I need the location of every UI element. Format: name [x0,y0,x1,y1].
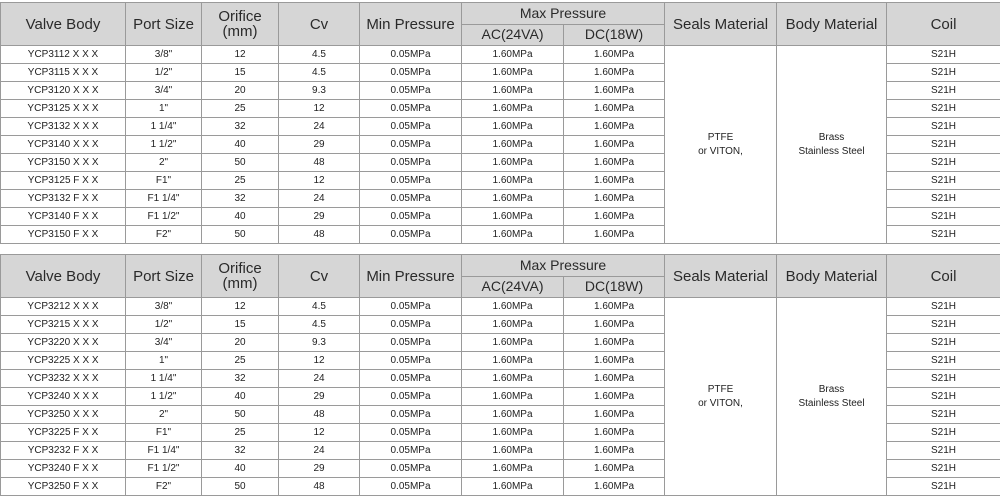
body-material-line2: Stainless Steel [798,145,865,157]
cell-seals-material [665,298,777,496]
cell-max-pressure-ac: 1.60MPa [462,406,564,424]
header-seals-material: Seals Material [665,255,777,298]
cell-orifice: 20 [202,82,279,100]
cell-min-pressure: 0.05MPa [360,406,462,424]
cell-max-pressure-ac: 1.60MPa [462,136,564,154]
cell-cv: 29 [279,460,360,478]
cell-max-pressure-ac: 1.60MPa [462,316,564,334]
cell-orifice: 12 [202,298,279,316]
cell-min-pressure: 0.05MPa [360,118,462,136]
seals-material-line2: or VITON, [698,397,743,409]
cell-min-pressure: 0.05MPa [360,154,462,172]
cell-cv: 48 [279,154,360,172]
cell-orifice: 32 [202,370,279,388]
cell-model: YCP3232 X X X [1,370,126,388]
cell-coil: S21H [887,478,1000,496]
cell-orifice: 32 [202,442,279,460]
cell-coil: S21H [887,316,1000,334]
cell-max-pressure-ac: 1.60MPa [462,226,564,244]
cell-min-pressure: 0.05MPa [360,424,462,442]
cell-model: YCP3140 F X X [1,208,126,226]
cell-port-size: F2" [126,478,202,496]
cell-min-pressure: 0.05MPa [360,334,462,352]
cell-model: YCP3125 X X X [1,100,126,118]
cell-min-pressure: 0.05MPa [360,298,462,316]
cell-cv: 48 [279,226,360,244]
cell-coil: S21H [887,226,1000,244]
header-orifice [202,3,279,46]
cell-model: YCP3232 F X X [1,442,126,460]
cell-model: YCP3125 F X X [1,172,126,190]
cell-min-pressure: 0.05MPa [360,478,462,496]
cell-max-pressure-ac: 1.60MPa [462,46,564,64]
cell-min-pressure: 0.05MPa [360,172,462,190]
header-valve-body: Valve Body [1,255,126,298]
cell-coil: S21H [887,82,1000,100]
cell-orifice: 40 [202,136,279,154]
header-max-pressure: Max Pressure [462,255,665,277]
cell-max-pressure-dc: 1.60MPa [564,388,665,406]
cell-coil: S21H [887,172,1000,190]
header-coil: Coil [887,255,1000,298]
cell-cv: 24 [279,442,360,460]
cell-port-size: F1 1/2" [126,460,202,478]
cell-max-pressure-ac: 1.60MPa [462,172,564,190]
table-row [1,46,1000,64]
header-seals-material: Seals Material [665,3,777,46]
cell-model: YCP3250 F X X [1,478,126,496]
cell-max-pressure-dc: 1.60MPa [564,226,665,244]
cell-min-pressure: 0.05MPa [360,316,462,334]
cell-coil: S21H [887,190,1000,208]
cell-max-pressure-dc: 1.60MPa [564,208,665,226]
spec-table-2 [0,254,1000,496]
cell-max-pressure-dc: 1.60MPa [564,46,665,64]
cell-model: YCP3132 X X X [1,118,126,136]
cell-port-size: 1" [126,352,202,370]
cell-max-pressure-dc: 1.60MPa [564,82,665,100]
cell-coil: S21H [887,64,1000,82]
cell-coil: S21H [887,424,1000,442]
cell-port-size: 1/2" [126,64,202,82]
cell-min-pressure: 0.05MPa [360,64,462,82]
cell-max-pressure-dc: 1.60MPa [564,460,665,478]
table-row [1,298,1000,316]
cell-max-pressure-ac: 1.60MPa [462,460,564,478]
header-orifice [202,255,279,298]
body-material-line2: Stainless Steel [798,397,865,409]
header-ac: AC(24VA) [462,276,564,298]
cell-orifice: 25 [202,424,279,442]
cell-max-pressure-ac: 1.60MPa [462,370,564,388]
cell-max-pressure-ac: 1.60MPa [462,334,564,352]
cell-port-size: 1 1/2" [126,388,202,406]
cell-model: YCP3132 F X X [1,190,126,208]
cell-port-size: F1" [126,424,202,442]
cell-port-size: 3/8" [126,46,202,64]
cell-model: YCP3150 X X X [1,154,126,172]
header-orifice-label: Orifice [218,8,262,25]
spec-table-1 [0,2,1000,244]
cell-port-size: 1" [126,100,202,118]
cell-max-pressure-dc: 1.60MPa [564,478,665,496]
cell-max-pressure-ac: 1.60MPa [462,82,564,100]
cell-max-pressure-ac: 1.60MPa [462,478,564,496]
cell-coil: S21H [887,388,1000,406]
cell-min-pressure: 0.05MPa [360,190,462,208]
cell-cv: 4.5 [279,316,360,334]
header-orifice-unit: (mm) [222,275,258,292]
cell-model: YCP3220 X X X [1,334,126,352]
cell-coil: S21H [887,136,1000,154]
cell-model: YCP3240 X X X [1,388,126,406]
cell-max-pressure-ac: 1.60MPa [462,154,564,172]
cell-body-material [777,298,887,496]
cell-port-size: 2" [126,154,202,172]
cell-min-pressure: 0.05MPa [360,460,462,478]
cell-port-size: 3/4" [126,334,202,352]
cell-port-size: 1 1/2" [126,136,202,154]
cell-max-pressure-ac: 1.60MPa [462,208,564,226]
cell-cv: 24 [279,370,360,388]
cell-cv: 4.5 [279,64,360,82]
cell-max-pressure-ac: 1.60MPa [462,298,564,316]
cell-cv: 4.5 [279,298,360,316]
cell-coil: S21H [887,460,1000,478]
cell-max-pressure-dc: 1.60MPa [564,406,665,424]
cell-port-size: F1" [126,172,202,190]
cell-orifice: 40 [202,208,279,226]
cell-cv: 12 [279,352,360,370]
cell-port-size: F2" [126,226,202,244]
cell-coil: S21H [887,154,1000,172]
cell-orifice: 20 [202,334,279,352]
cell-model: YCP3115 X X X [1,64,126,82]
cell-max-pressure-dc: 1.60MPa [564,352,665,370]
cell-orifice: 25 [202,352,279,370]
spec-table-grid [0,2,1000,244]
cell-max-pressure-dc: 1.60MPa [564,190,665,208]
cell-cv: 29 [279,208,360,226]
cell-cv: 9.3 [279,82,360,100]
header-valve-body: Valve Body [1,3,126,46]
cell-model: YCP3140 X X X [1,136,126,154]
cell-max-pressure-ac: 1.60MPa [462,190,564,208]
cell-max-pressure-dc: 1.60MPa [564,316,665,334]
cell-model: YCP3225 X X X [1,352,126,370]
cell-model: YCP3240 F X X [1,460,126,478]
header-port-size: Port Size [126,3,202,46]
cell-cv: 12 [279,172,360,190]
cell-max-pressure-dc: 1.60MPa [564,100,665,118]
cell-max-pressure-dc: 1.60MPa [564,370,665,388]
cell-coil: S21H [887,100,1000,118]
cell-model: YCP3250 X X X [1,406,126,424]
cell-port-size: F1 1/2" [126,208,202,226]
header-cv: Cv [279,255,360,298]
header-orifice-unit: (mm) [222,23,258,40]
cell-model: YCP3212 X X X [1,298,126,316]
seals-material-line2: or VITON, [698,145,743,157]
cell-max-pressure-ac: 1.60MPa [462,64,564,82]
cell-max-pressure-ac: 1.60MPa [462,424,564,442]
cell-min-pressure: 0.05MPa [360,46,462,64]
header-body-material: Body Material [777,3,887,46]
cell-max-pressure-dc: 1.60MPa [564,64,665,82]
header-dc: DC(18W) [564,24,665,46]
cell-max-pressure-dc: 1.60MPa [564,298,665,316]
cell-model: YCP3112 X X X [1,46,126,64]
cell-max-pressure-dc: 1.60MPa [564,118,665,136]
cell-max-pressure-dc: 1.60MPa [564,136,665,154]
cell-port-size: F1 1/4" [126,190,202,208]
cell-cv: 12 [279,424,360,442]
cell-model: YCP3150 F X X [1,226,126,244]
header-orifice-label: Orifice [218,260,262,277]
cell-max-pressure-ac: 1.60MPa [462,388,564,406]
cell-orifice: 50 [202,154,279,172]
header-dc: DC(18W) [564,276,665,298]
cell-max-pressure-ac: 1.60MPa [462,442,564,460]
cell-min-pressure: 0.05MPa [360,100,462,118]
cell-cv: 24 [279,190,360,208]
header-cv: Cv [279,3,360,46]
cell-orifice: 32 [202,118,279,136]
cell-orifice: 40 [202,388,279,406]
cell-cv: 4.5 [279,46,360,64]
seals-material-line1: PTFE [707,383,734,395]
cell-min-pressure: 0.05MPa [360,208,462,226]
header-body-material: Body Material [777,255,887,298]
cell-max-pressure-dc: 1.60MPa [564,172,665,190]
cell-max-pressure-ac: 1.60MPa [462,352,564,370]
cell-orifice: 50 [202,226,279,244]
header-min-pressure: Min Pressure [360,3,462,46]
cell-body-material [777,46,887,244]
cell-coil: S21H [887,46,1000,64]
spec-table-grid [0,254,1000,496]
header-port-size: Port Size [126,255,202,298]
cell-model: YCP3215 X X X [1,316,126,334]
cell-orifice: 50 [202,478,279,496]
cell-orifice: 32 [202,190,279,208]
cell-min-pressure: 0.05MPa [360,388,462,406]
cell-port-size: 3/8" [126,298,202,316]
cell-min-pressure: 0.05MPa [360,352,462,370]
cell-coil: S21H [887,352,1000,370]
header-max-pressure: Max Pressure [462,3,665,25]
cell-coil: S21H [887,334,1000,352]
cell-port-size: 1 1/4" [126,118,202,136]
cell-orifice: 25 [202,172,279,190]
cell-orifice: 40 [202,460,279,478]
cell-model: YCP3120 X X X [1,82,126,100]
cell-coil: S21H [887,406,1000,424]
cell-orifice: 12 [202,46,279,64]
cell-min-pressure: 0.05MPa [360,226,462,244]
cell-coil: S21H [887,208,1000,226]
cell-cv: 12 [279,100,360,118]
cell-orifice: 25 [202,100,279,118]
header-min-pressure: Min Pressure [360,255,462,298]
cell-port-size: F1 1/4" [126,442,202,460]
cell-seals-material [665,46,777,244]
cell-max-pressure-dc: 1.60MPa [564,424,665,442]
cell-orifice: 15 [202,316,279,334]
body-material-line1: Brass [818,131,845,143]
seals-material-line1: PTFE [707,131,734,143]
cell-port-size: 2" [126,406,202,424]
cell-coil: S21H [887,370,1000,388]
header-ac: AC(24VA) [462,24,564,46]
cell-coil: S21H [887,442,1000,460]
cell-port-size: 1 1/4" [126,370,202,388]
cell-cv: 24 [279,118,360,136]
cell-cv: 48 [279,406,360,424]
cell-max-pressure-dc: 1.60MPa [564,442,665,460]
cell-cv: 48 [279,478,360,496]
cell-cv: 9.3 [279,334,360,352]
cell-min-pressure: 0.05MPa [360,370,462,388]
body-material-line1: Brass [818,383,845,395]
header-coil: Coil [887,3,1000,46]
cell-orifice: 15 [202,64,279,82]
cell-min-pressure: 0.05MPa [360,82,462,100]
cell-model: YCP3225 F X X [1,424,126,442]
cell-cv: 29 [279,388,360,406]
cell-cv: 29 [279,136,360,154]
cell-port-size: 3/4" [126,82,202,100]
cell-min-pressure: 0.05MPa [360,136,462,154]
cell-coil: S21H [887,298,1000,316]
cell-max-pressure-dc: 1.60MPa [564,334,665,352]
cell-max-pressure-dc: 1.60MPa [564,154,665,172]
cell-max-pressure-ac: 1.60MPa [462,100,564,118]
cell-orifice: 50 [202,406,279,424]
cell-coil: S21H [887,118,1000,136]
cell-port-size: 1/2" [126,316,202,334]
cell-max-pressure-ac: 1.60MPa [462,118,564,136]
cell-min-pressure: 0.05MPa [360,442,462,460]
